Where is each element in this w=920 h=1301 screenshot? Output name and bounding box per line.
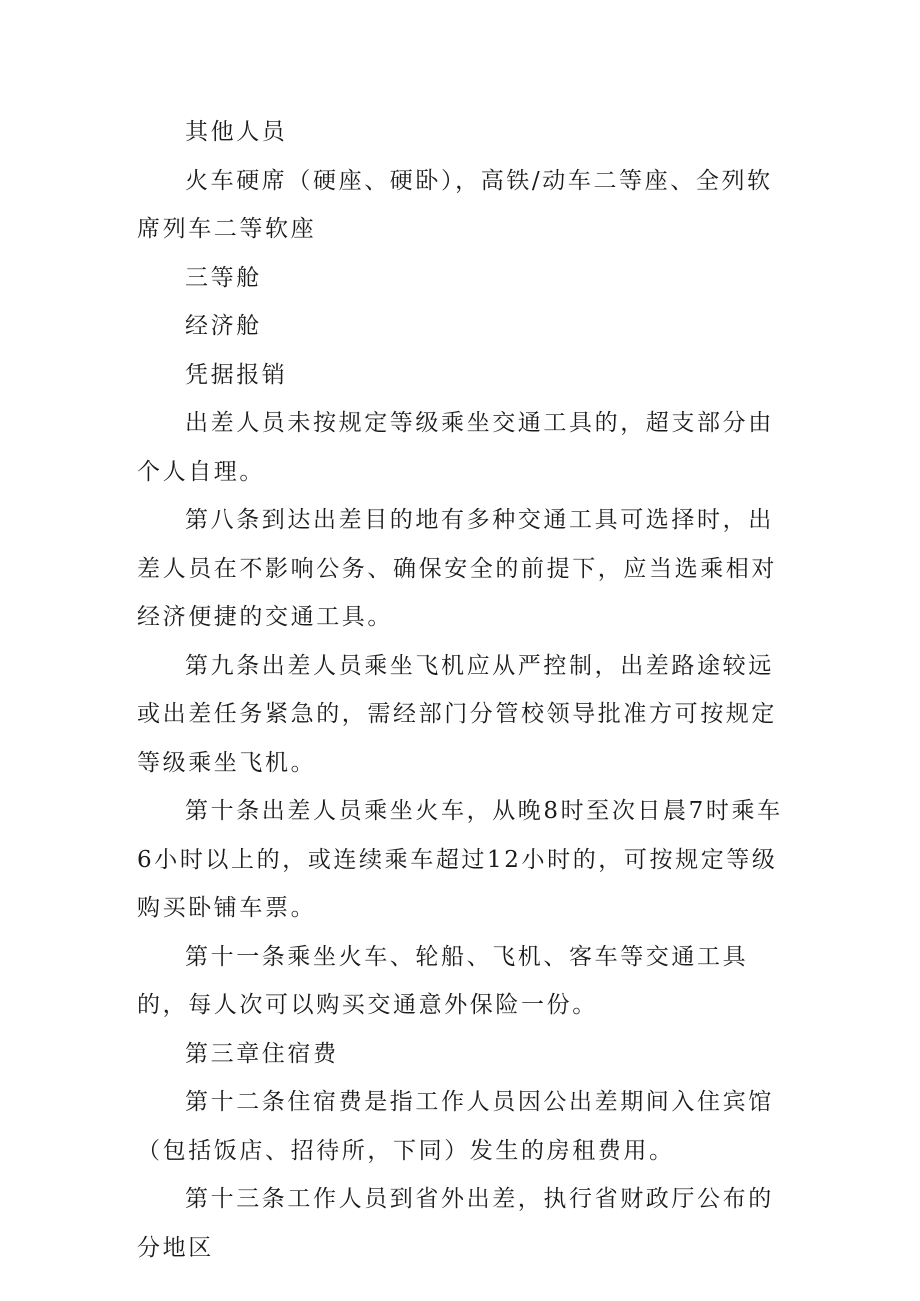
paragraph-article-9: 第九条出差人员乘坐飞机应从严控制，出差路途较远或出差任务紧急的，需经部门分管校领导批准方可按规定等级乘坐飞机。: [137, 652, 777, 776]
paragraph-reimburse-by-receipt: 凭据报销: [185, 361, 288, 388]
paragraph-article-8: 第八条到达出差目的地有多种交通工具可选择时，出差人员在不影响公务、确保安全的前提下，应当选乘相对经济便捷的交通工具。: [137, 507, 777, 630]
paragraph-article-12: 第十二条住宿费是指工作人员因公出差期间入住宾馆（包括饭店、招待所，下同）发生的房租费用。: [137, 1089, 774, 1164]
paragraph-other-personnel: 其他人员: [185, 119, 288, 145]
paragraph-train-seat-class: 火车硬席（硬座、硬卧），高铁/动车二等座、全列软席列车二等软座: [137, 167, 773, 242]
chapter-3-heading: 第三章住宿费: [185, 1040, 339, 1067]
paragraph-article-11: 第十一条乘坐火车、轮船、飞机、客车等交通工具的，每人次可以购买交通意外保险一份。: [137, 943, 749, 1018]
paragraph-article-10: 第十条出差人员乘坐火车，从晚8时至次日晨7时乘车6小时以上的，或连续乘车超过12小时的，可按规定等级购买卧铺车票。: [137, 798, 783, 921]
paragraph-article-13: 第十三条工作人员到省外出差，执行省财政厅公布的分地区: [137, 1186, 774, 1261]
document-body: [137, 108, 797, 1272]
paragraph-economy-class: 经济舱: [185, 313, 262, 339]
paragraph-third-class-cabin: 三等舱: [185, 264, 262, 291]
paragraph-overspend-rule: 出差人员未按规定等级乘坐交通工具的，超支部分由个人自理。: [137, 410, 774, 485]
